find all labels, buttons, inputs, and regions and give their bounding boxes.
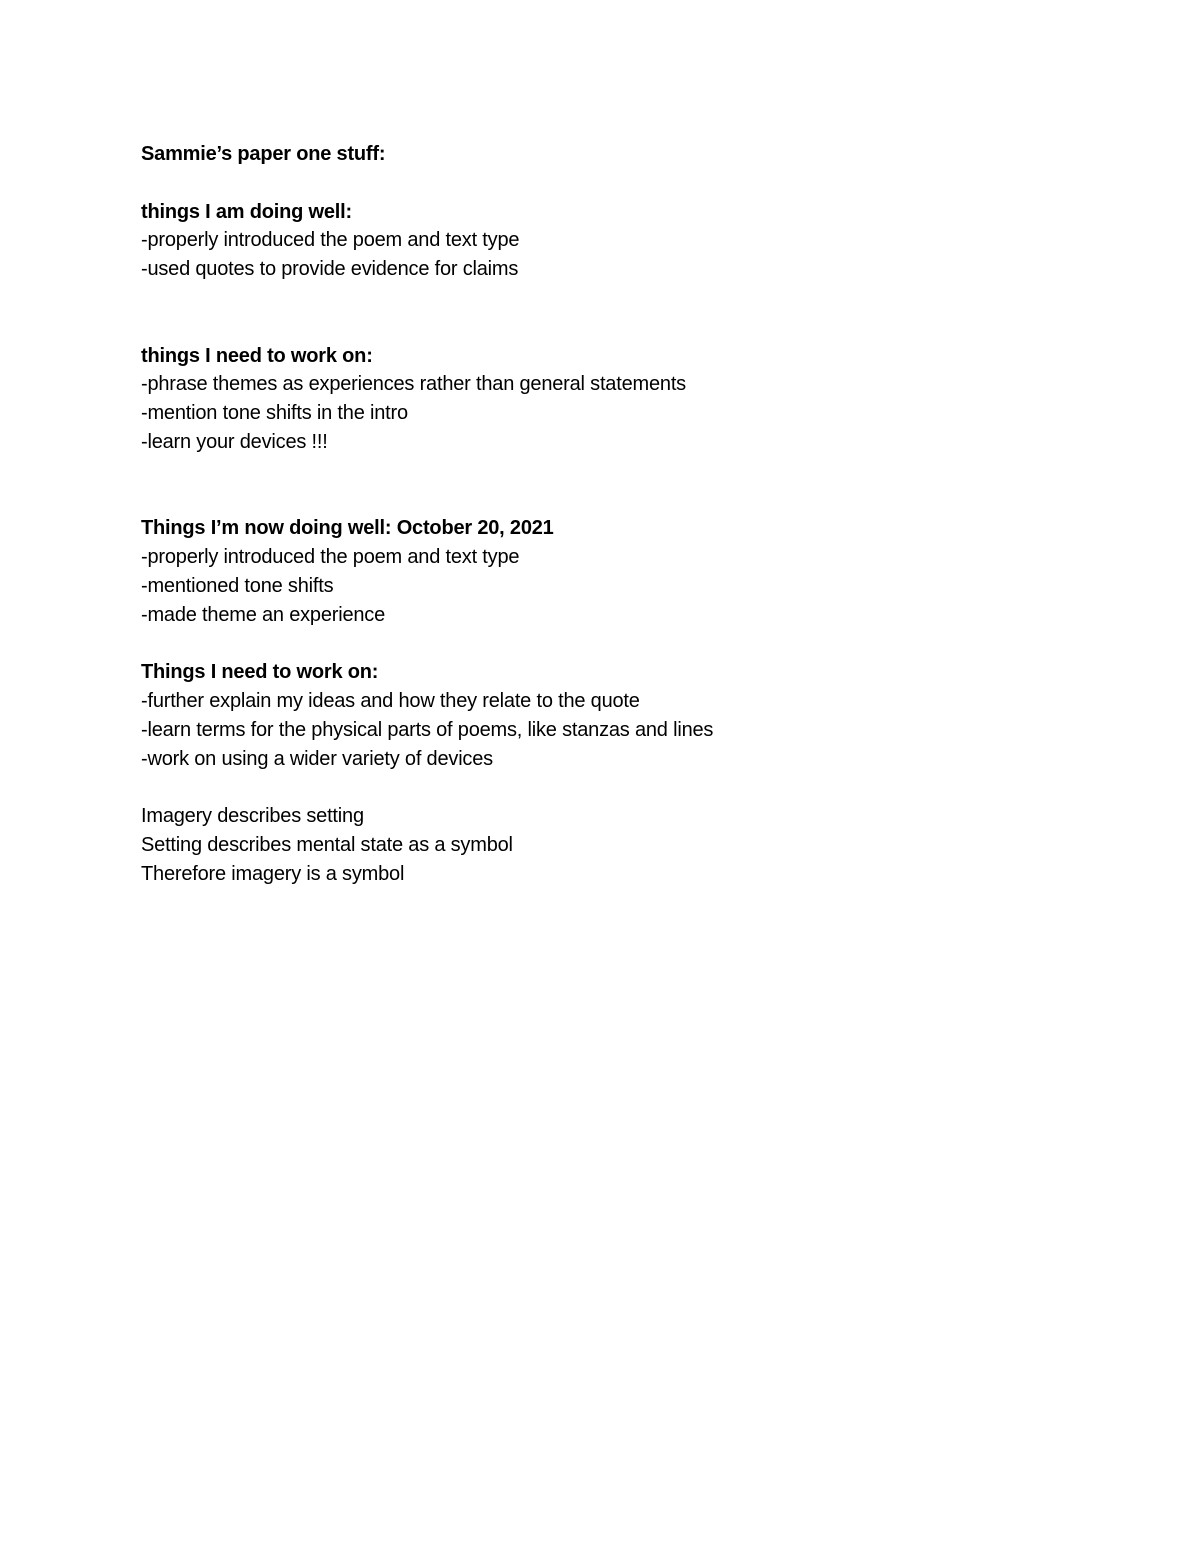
spacer	[141, 630, 1141, 659]
list-item: -learn your devices !!!	[141, 430, 328, 453]
list-item: -learn terms for the physical parts of poems, like stanzas and lines	[141, 718, 714, 741]
list-item: -properly introduced the poem and text type	[141, 229, 520, 252]
spacer	[141, 169, 1141, 198]
list-item: -phrase themes as experiences rather than general statements	[141, 373, 686, 396]
list-item: -further explain my ideas and how they relate to the quote	[141, 690, 640, 713]
section-heading-work-on: things I need to work on:	[141, 344, 373, 367]
note-line: Imagery describes setting	[141, 805, 364, 828]
section-heading-now-doing-well: Things I’m now doing well: October 20, 2021	[141, 517, 554, 540]
list-item: -made theme an experience	[141, 603, 386, 626]
list-item: -mention tone shifts in the intro	[141, 402, 408, 425]
list-item: -mentioned tone shifts	[141, 574, 334, 597]
spacer	[141, 774, 1141, 803]
list-item: -properly introduced the poem and text type	[141, 546, 520, 569]
note-line: Setting describes mental state as a symbol	[141, 834, 513, 857]
list-item: -work on using a wider variety of devices	[141, 747, 493, 770]
section-heading-doing-well: things I am doing well:	[141, 200, 352, 223]
document-title: Sammie’s paper one stuff:	[141, 143, 386, 165]
section-heading-still-work-on: Things I need to work on:	[141, 661, 379, 684]
list-item: -used quotes to provide evidence for claims	[141, 258, 519, 281]
note-line: Therefore imagery is a symbol	[141, 862, 405, 885]
document-body	[141, 140, 1141, 889]
spacer	[141, 457, 1141, 515]
spacer	[141, 284, 1141, 342]
